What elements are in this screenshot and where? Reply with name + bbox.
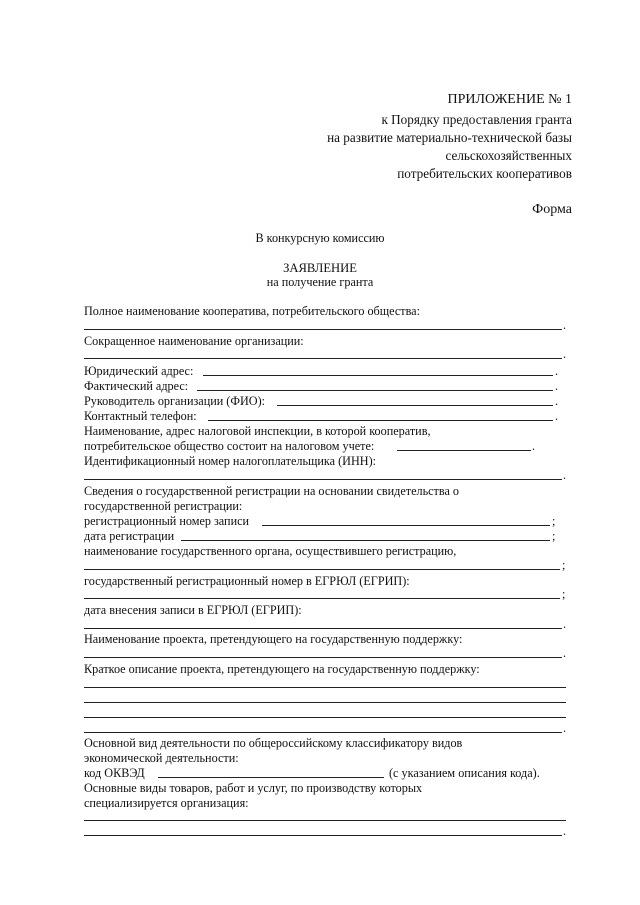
inn-input-line[interactable] — [84, 479, 562, 480]
project-desc-label: Краткое описание проекта, претендующего на государственную поддержку: — [84, 662, 480, 676]
okved-note: (с указанием описания кода). — [389, 766, 540, 780]
egrul-date-input-line[interactable] — [84, 628, 562, 629]
period: . — [563, 646, 567, 660]
period: . — [555, 379, 559, 393]
reg-body-label: наименование государственного органа, осуществившего регистрацию, — [84, 544, 457, 558]
goods-input-line-1[interactable] — [84, 820, 566, 821]
full-name-input-line[interactable] — [84, 329, 562, 330]
document-subtitle: на получение гранта — [266, 275, 374, 289]
form-label: Форма — [532, 202, 572, 217]
egrul-number-label: государственный регистрационный номер в ЕГРЮЛ (ЕГРИП): — [84, 574, 410, 588]
period: . — [563, 721, 567, 735]
reg-number-input-line[interactable] — [262, 525, 550, 526]
period: . — [555, 409, 559, 423]
semicolon: ; — [552, 514, 556, 528]
project-desc-input-line-3[interactable] — [84, 717, 566, 718]
phone-label: Контактный телефон: — [84, 409, 197, 423]
header-line-1: к Порядку предоставления гранта — [381, 112, 572, 127]
appendix-title: ПРИЛОЖЕНИЕ № 1 — [447, 92, 572, 107]
legal-address-input-line[interactable] — [203, 375, 553, 376]
header-line-4: потребительских кооперативов — [397, 166, 572, 181]
goods-label: Основные виды товаров, работ и услуг, по производству которых — [84, 781, 423, 795]
short-name-input-line[interactable] — [84, 358, 562, 359]
period: . — [555, 364, 559, 378]
project-desc-input-line-2[interactable] — [84, 702, 566, 703]
activity-label-cont: экономической деятельности: — [84, 751, 239, 765]
semicolon: ; — [552, 529, 556, 543]
reg-info-label: Сведения о государственной регистрации на основании свидетельства о — [84, 484, 460, 498]
full-name-label: Полное наименование кооператива, потребительского общества: — [84, 304, 420, 318]
project-desc-input-line-1[interactable] — [84, 687, 566, 688]
actual-address-input-line[interactable] — [197, 390, 553, 391]
project-name-input-line[interactable] — [84, 657, 562, 658]
head-label: Руководитель организации (ФИО): — [84, 394, 266, 408]
okved-label: код ОКВЭД — [84, 766, 145, 780]
period: . — [563, 318, 567, 332]
header-line-3: сельскохозяйственных — [445, 148, 572, 163]
period: . — [563, 617, 567, 631]
goods-input-line-2[interactable] — [84, 835, 562, 836]
reg-body-input-line[interactable] — [84, 569, 560, 570]
inn-label: Идентификационный номер налогоплательщика (ИНН): — [84, 454, 377, 468]
egrul-number-input-line[interactable] — [84, 598, 560, 599]
period: . — [563, 468, 567, 482]
reg-date-input-line[interactable] — [181, 540, 550, 541]
tax-office-label: Наименование, адрес налоговой инспекции, в которой кооператив, — [84, 424, 431, 438]
semicolon: ; — [562, 558, 566, 572]
reg-date-label: дата регистрации — [84, 529, 175, 543]
period: . — [532, 439, 536, 453]
project-desc-input-line-4[interactable] — [84, 732, 562, 733]
tax-office-input-line[interactable] — [397, 450, 531, 451]
actual-address-label: Фактический адрес: — [84, 379, 189, 393]
tax-office-label-cont: потребительское общество состоит на налоговом учете: — [84, 439, 375, 453]
reg-info-label-cont: государственной регистрации: — [84, 499, 243, 513]
period: . — [563, 347, 567, 361]
goods-label-cont: специализируется организация: — [84, 796, 249, 810]
legal-address-label: Юридический адрес: — [84, 364, 194, 378]
period: . — [555, 394, 559, 408]
reg-number-label: регистрационный номер записи — [84, 514, 250, 528]
activity-label: Основной вид деятельности по общероссийскому классификатору видов — [84, 736, 463, 750]
semicolon: ; — [562, 587, 566, 601]
phone-input-line[interactable] — [208, 420, 553, 421]
head-input-line[interactable] — [277, 405, 553, 406]
header-line-2: на развитие материально-технической базы — [327, 130, 572, 145]
addressee: В конкурсную комиссию — [255, 231, 385, 245]
period: . — [563, 824, 567, 838]
okved-input-line[interactable] — [158, 777, 384, 778]
document-title: ЗАЯВЛЕНИЕ — [283, 261, 357, 275]
project-name-label: Наименование проекта, претендующего на государственную поддержку: — [84, 632, 463, 646]
egrul-date-label: дата внесения записи в ЕГРЮЛ (ЕГРИП): — [84, 603, 302, 617]
short-name-label: Сокращенное наименование организации: — [84, 334, 304, 348]
